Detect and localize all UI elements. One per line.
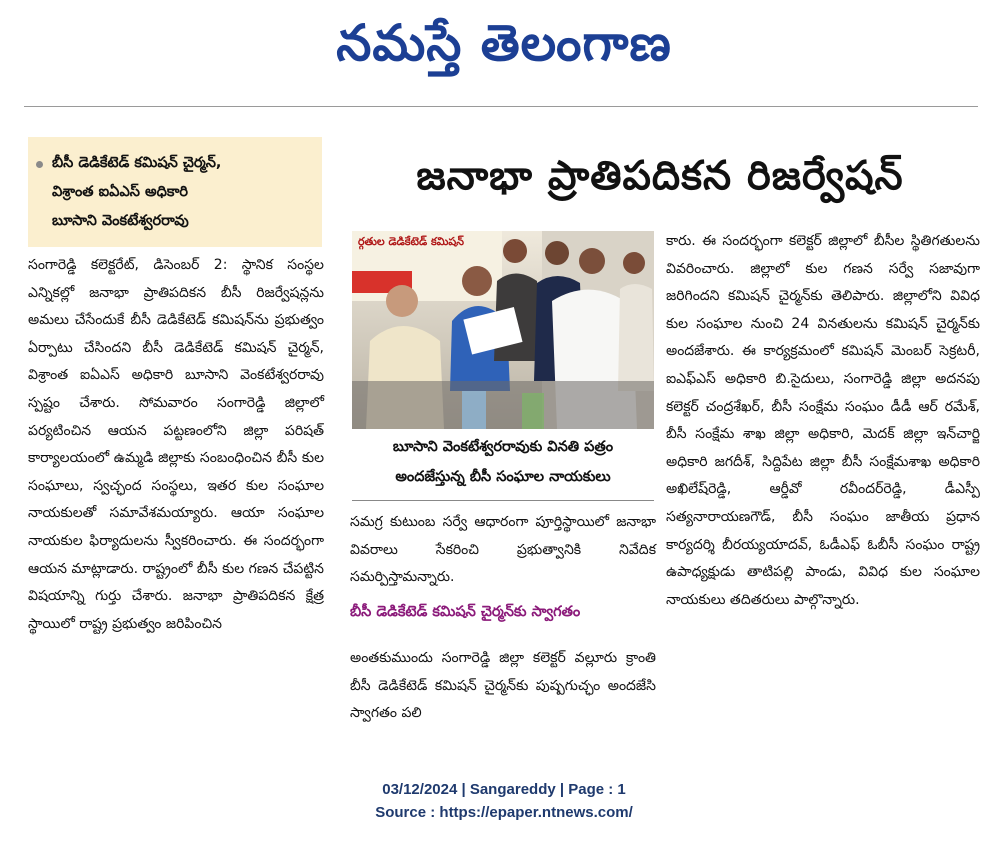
kicker-box (28, 137, 322, 247)
header-divider (24, 106, 978, 107)
photo-banner-text: ర్గతుల డెడికేటెడ్ కమిషన్ (358, 235, 464, 248)
article-paragraph: కారు. ఈ సందర్భంగా కలెక్టర్ జిల్లాలో బీసీల స్థితిగతులను వివరించారు. జిల్లాలో కుల గణన సర్వే సజావుగా జరిగిందని కమిషన్ చైర్మన్‌కు తెలిపారు. జిల్లాలోని వివిధ కుల సంఘాల నుంచి 24 వినతులను కమిషన్ చైర్మన్‌కు అందజేశారు. ఈ కార్యక్రమంలో కమిషన్ మెంబర్ సెక్రటరీ, ఐఎఫ్ఎస్ అధికారి బి.సైదులు, సంగారెడ్డి జిల్లా అదనపు కలెక్టర్ చంద్రశేఖర్, బీసీ సంక్షేమ సంఘం డీడీ ఆర్ రమేశ్, బీసీ సంక్షేమ శాఖ జిల్లా అధికారి, మెదక్ జిల్లా ఇన్‌చార్జి అధికారి జగదీశ్, సిద్దిపేట జిల్లా బీసీ సంక్షేమశాఖ అధికారి అఖిలేష్‌రెడ్డి, ఆర్డీవో రవీందర్‌రెడ్డి, డీఎస్పీ సత్యనారాయణగౌడ్, బీసీ సంఘం జాతీయ ప్రధాన కార్యదర్శి బీరయ్యయాదవ్, ఓడీఎఫ్ ఓబీసీ సంఘం రాష్ట్ర ఉపాధ్యక్షుడు తాటిపల్లి పాండు, వివిధ కుల సంఘాల నాయకులు తదితరులు పాల్గొన్నారు. (666, 233, 980, 608)
article-paragraph: సమగ్ర కుటుంబ సర్వే ఆధారంగా పూర్తిస్థాయిలో జనాభా వివరాలు సేకరించి ప్రభుత్వానికి నివేదిక సమర్పిస్తామన్నారు. (350, 514, 656, 586)
article-column-2 (350, 509, 656, 592)
article-column-2-continued (350, 645, 656, 728)
caption-divider (352, 500, 654, 501)
masthead (0, 6, 1008, 80)
news-photo (352, 231, 654, 429)
footer-dateline: 03/12/2024 | Sangareddy | Page : 1 (382, 781, 626, 798)
photo-illustration (352, 231, 654, 429)
footer-source: Source : https://epaper.ntnews.com/ (375, 804, 633, 821)
kicker-list (28, 137, 322, 236)
caption-line: బూసాని వెంకటేశ్వరరావుకు వినతి పత్రం (392, 439, 614, 455)
photo-caption (352, 432, 654, 496)
bullet-icon (36, 161, 43, 168)
article-paragraph: సంగారెడ్డి కలెక్టరేట్, డిసెంబర్ 2: స్థానిక సంస్థల ఎన్నికల్లో జనాభా ప్రాతిపదికన బీసీ రిజర్వేషన్లను అమలు చేసేందుకే బీసీ డెడికేటెడ్ కమిషన్‌ను ప్రభుత్వం ఏర్పాటు చేసిందని బీసీ డెడికేటెడ్ కమిషన్ చైర్మన్, విశ్రాంత ఐఏఎస్ అధికారి బూసాని వెంకటేశ్వరరావు స్పష్టం చేశారు. సోమవారం సంగారెడ్డి జిల్లాలో పర్యటించిన ఆయన పట్టణంలోని జిల్లా పరిషత్ కార్యాలయంలో ఉమ్మడి జిల్లాకు సంబంధించిన బీసీ కుల సంఘాలు, స్వచ్ఛంద సంస్థలు, ఇతర కుల సంఘాల నాయకులతో సమావేశమయ్యారు. ఆయా సంఘాల నాయకుల ఫిర్యాదులను స్వీకరించారు. ఈ సందర్భంగా ఆయన మాట్లాడారు. రాష్ట్రంలో బీసీ కుల గణన చేపట్టిన విషయాన్ని గుర్తు చేశారు. జనాభా ప్రాతిపదికన క్షేత్ర స్థాయిలో రాష్ట్ర ప్రభుత్వం జరిపించిన (28, 257, 324, 632)
article-subheading: బీసీ డెడికేటెడ్ కమిషన్ చైర్మన్‌కు స్వాగతం (350, 604, 581, 620)
article-column-3 (666, 228, 980, 614)
article-column-1 (28, 252, 324, 638)
kicker-line: బూసాని వెంకటేశ్వరరావు (52, 213, 189, 229)
article-headline: జనాభా ప్రాతిపదికన రిజర్వేషన్ (416, 153, 904, 199)
kicker-line: విశ్రాంత ఐఏఎస్ అధికారి (52, 184, 189, 200)
newspaper-logo: నమస్తే తెలంగాణ (336, 14, 672, 72)
kicker-line: బీసీ డెడికేటెడ్ కమిషన్ చైర్మన్, (52, 149, 314, 178)
article-paragraph: అంతకుముందు సంగారెడ్డి జిల్లా కలెక్టర్ వల్లూరు క్రాంతి బీసీ డెడికేటెడ్ కమిషన్ చైర్మన్‌కు పుష్పగుచ్ఛం అందజేసి స్వాగతం పలి (350, 650, 656, 722)
caption-line: అందజేస్తున్న బీసీ సంఘాల నాయకులు (395, 469, 611, 485)
